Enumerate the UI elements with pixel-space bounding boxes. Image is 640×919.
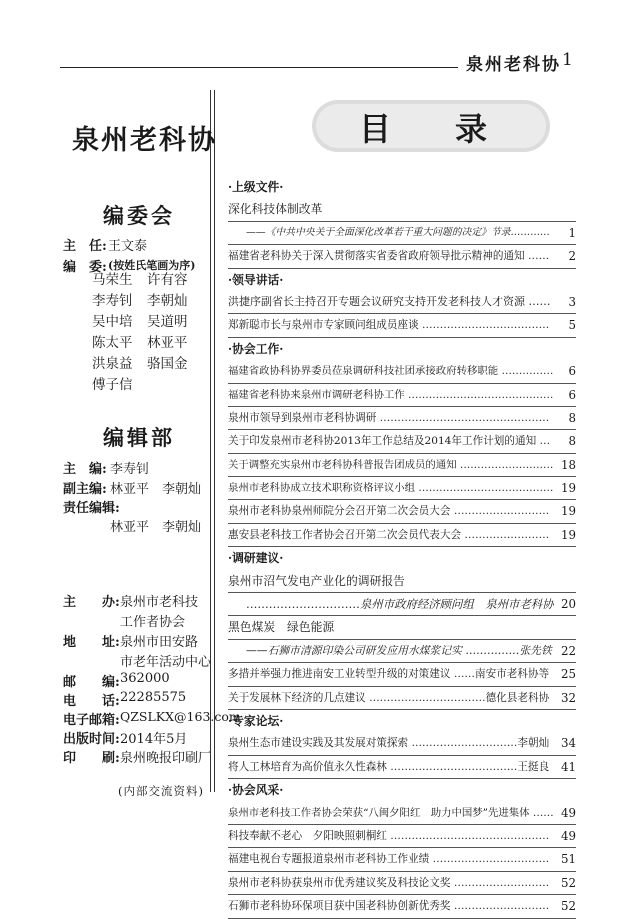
toc-page-number: 41 [560,759,576,774]
member-name: 吴道明 [147,314,188,330]
toc-entry-title: 关于发展林下经济的几点建议 ……………………………德化县老科协 [228,691,550,704]
member-name: 许有容 [147,272,188,288]
toc-entry-title: 郑新聪市长与泉州市专家顾问组成员座谈 ……………………………… [228,319,550,332]
member-name: 骆国金 [147,356,188,372]
toc-category [228,338,576,360]
column-divider-inner [214,90,215,792]
toc-entry [228,802,576,825]
address-label: 地 址: [63,635,120,650]
toc-page-number: 52 [560,899,576,914]
printer-label: 印 刷: [63,751,120,766]
member-name: 马荣生 [92,272,133,288]
toc-entry [228,872,576,895]
email-value: QZSLKX@163.com [120,709,241,724]
member-name: 傅子信 [92,377,133,393]
toc-subentry [228,593,576,616]
host-label: 主 办: [63,595,120,610]
toc-page-number: 19 [560,504,576,519]
toc-page-number: 49 [560,828,576,843]
toc-page-number: 22 [560,643,576,658]
member-name [147,375,188,396]
phone-label: 电 话: [63,694,120,709]
editors-names: 林亚平 李朝灿 [110,520,202,535]
toc-category-label: ·上级文件· [228,180,284,194]
member-name: 吴中培 [92,314,133,330]
toc-category [228,176,576,198]
toc-entry [228,687,576,710]
toc-entry-title: 福建省老科协来泉州市调研老科协工作 …………………………………… [228,388,554,401]
toc-category [228,779,576,801]
toc-entry-title: 福建电视台专题报道泉州市老科协工作业绩 …………………………… [228,853,550,866]
toc-subentry [228,222,576,245]
toc-page-number: 2 [568,249,576,264]
toc-title-banner [312,100,550,152]
toc-entry-title: 惠安县老科技工作者协会召开第二次会员代表大会 …………………… [228,528,550,541]
date-value: 2014年5月 [120,732,188,747]
toc-entry-title: 福建省老科协关于深入贯彻落实省委省政府领导批示精神的通知 …… [228,250,550,263]
toc-entry [228,524,576,547]
toc-page-number: 20 [560,597,576,612]
toc-entry-title: 福建省政协科协界委员莅泉调研科技社团承接政府转移职能 …………… [228,365,554,378]
toc-category-label: ·调研建议· [228,551,284,566]
toc-entry-title: 将人工林培育为高价值永久性森林 ………………………………王挺良 [228,760,550,773]
member-name: 李寿钊 [92,293,133,309]
toc-page-number: 8 [568,410,576,425]
toc-entry-title: ——《中共中央关于全面深化改革若干重大问题的决定》节录………… [246,226,550,238]
toc-entry-title: 科技奉献不老心 夕阳映照刺桐红 ……………………………………… [228,829,550,842]
toc-page-number: 52 [560,875,576,890]
chief-name: 李寿钊 [110,462,150,477]
toc-entry [228,477,576,500]
toc-entry [228,616,576,639]
deputy-names: 林亚平 李朝灿 [110,482,202,497]
toc-entry [228,430,576,453]
toc-category-label: ·协会工作· [228,341,284,356]
toc-entry-title: 多措并举强力推进南安工业转型升级的对策建议 ……南安市老科协等 [228,668,550,681]
host-line-1: 泉州市老科技 [120,595,199,610]
toc-entry [228,895,576,918]
toc-entry-title: …………………………泉州市政府经济顾问组 泉州市老科协 [246,597,554,612]
toc-page-number: 34 [560,736,576,751]
phone-value: 22285575 [120,690,187,705]
toc-entry-title: 泉州市老科协泉州师院分会召开第二次会员大会 ……………………… [228,505,550,518]
toc-page-number: 49 [560,805,576,820]
toc-entry [228,245,576,268]
editorial-dept-title: 编辑部 [103,425,175,450]
toc-page-number: 3 [568,294,576,309]
toc-category [228,710,576,732]
column-divider [210,90,211,792]
address-line-2: 市老年活动中心 [120,655,212,670]
email-label: 电子邮箱: [63,713,120,728]
toc-category [228,547,576,569]
toc-entry-title: 关于印发泉州市老科协2013年工作总结及2014年工作计划的通知 … [228,435,551,448]
host-line-2: 工作者协会 [120,615,186,630]
toc-entry [228,825,576,848]
toc-entry [228,291,576,314]
toc-entry [228,314,576,337]
toc-entry [228,756,576,779]
toc-page-number: 1 [568,225,576,240]
member-name: 陈太平 [92,335,133,351]
toc-entry-title: 石狮市老科协环保项目获中国老科协创新优秀奖 ……………………… [228,900,550,913]
toc-entry-title: 关于调整充实泉州市老科协科普报告团成员的通知 ……………………… [228,458,554,471]
postcode-label: 邮 编: [63,675,120,690]
page-number: 1 [562,50,573,70]
toc-entry [228,500,576,523]
toc-category-label: ·专家论坛· [228,713,284,728]
toc-category [228,269,576,291]
toc-page-number: 51 [560,852,576,867]
toc-entry-title: 洪捷序副省长主持召开专题会议研究支持开发老科技人才资源 …… [228,294,551,308]
toc-entry [228,848,576,871]
printer-value: 泉州晚报印刷厂 [120,751,212,766]
toc-entry-title: ——石狮市清源印染公司研发应用水煤浆记实 ……………张先铁 [246,643,552,657]
toc-entry [228,570,576,593]
member-name: 李朝灿 [147,293,188,309]
toc-entry-title: 深化科技体制改革 [228,202,323,217]
deputy-label: 副主编: [63,482,107,497]
members-note: (按姓氏笔画为序) [108,259,196,272]
toc-page-number: 18 [560,457,576,472]
postcode-value: 362000 [120,671,170,686]
members-col-1 [92,270,133,396]
toc-entry-title: 泉州市沼气发电产业化的调研报告 [228,573,405,588]
toc-entry [228,732,576,755]
members-col-2 [147,270,188,396]
toc-page-number: 32 [560,690,576,705]
toc-page-number: 19 [560,481,576,496]
editorial-board-title: 编委会 [103,203,175,228]
toc-subentry [228,640,576,663]
date-label: 出版时间: [63,732,120,747]
toc-entry [228,454,576,477]
toc-entry-title: 泉州市老科技工作者协会荣获“八闽夕阳红 助力中国梦”先进集体 …… [228,806,554,819]
internal-note: (内部交流资料) [118,784,204,798]
header-magazine-name: 泉州老科协 [466,55,561,75]
toc-page-number: 19 [560,527,576,542]
toc-entry-title: 泉州市老科协成立技术职称资格评议小组 ………………………………… [228,482,554,495]
toc-category-label: ·领导讲话· [228,272,284,287]
toc-entry [228,198,576,221]
toc-page-number: 8 [568,434,576,449]
toc-page-number: 6 [568,364,576,379]
toc-entry [228,663,576,686]
director-label: 主 任: [63,239,107,254]
toc-page-number: 5 [568,318,576,333]
toc-entry [228,384,576,407]
toc-entry-title: 泉州市领导到泉州市老科协调研 ………………………………………… [228,411,550,424]
table-of-contents [228,176,576,919]
toc-category-label: ·协会风采· [228,783,284,798]
toc-entry-title: 泉州市老科协获泉州市优秀建议奖及科技论文奖 ……………………… [228,876,550,889]
toc-entry [228,407,576,430]
toc-page-number: 25 [560,667,576,682]
members-label: 编 委: [63,260,107,275]
header-rule [60,67,458,68]
editors-label: 责任编辑: [63,501,120,516]
address-line-1: 泉州市田安路 [120,635,199,650]
toc-entry [228,360,576,383]
member-name: 林亚平 [147,335,188,351]
magazine-title: 泉州老科协 [72,125,217,156]
toc-entry-title: 黑色煤炭 绿色能源 [228,620,335,635]
toc-page-number: 6 [568,387,576,402]
member-name: 洪泉益 [92,356,133,372]
toc-title: 目 录 [358,110,503,148]
director-name: 王文泰 [108,239,148,254]
chief-label: 主 编: [63,462,107,477]
toc-entry-title: 泉州生态市建设实践及其发展对策探索 …………………………李朝灿 [228,737,550,750]
